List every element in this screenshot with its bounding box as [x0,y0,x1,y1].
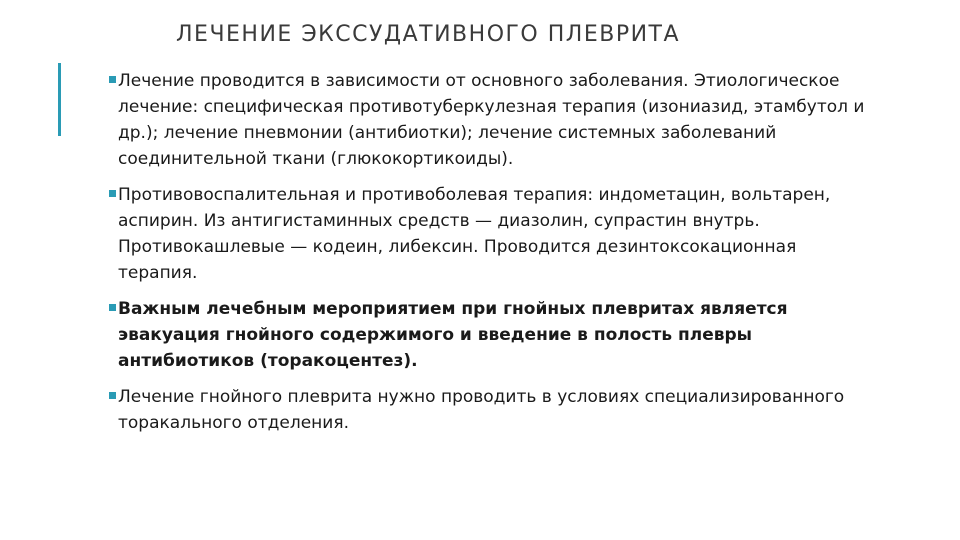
square-bullet-icon [109,190,116,197]
bullet-text: Лечение проводится в зависимости от основного заболевания. Этиологическое лечение: специфическая противотуберкулезная терапия (изониазид, этамбутол и др.); лечение пневмонии (антибиотки); лечение системных заболеваний соединительной ткани (глюкокортикоиды). [118,71,865,169]
bullet-item [106,68,866,172]
bullet-text: Противовоспалительная и противоболевая терапия: индометацин, вольтарен, аспирин. Из антигистаминных средств — диазолин, супрастин внутрь. Противокашлевые — кодеин, либексин. Проводится дезинтоксокационная терапия. [118,185,831,283]
square-bullet-icon [109,304,116,311]
bullet-item-emphasized [106,296,866,374]
bullet-text: Лечение гнойного плеврита нужно проводить в условиях специализированного торакального отделения. [118,387,845,433]
bullet-item [106,182,866,286]
square-bullet-icon [109,76,116,83]
slide-title: ЛЕЧЕНИЕ ЭКССУДАТИВНОГО ПЛЕВРИТА [176,22,681,47]
bullet-item [106,384,866,436]
bullet-text: Важным лечебным мероприятием при гнойных плевритах является эвакуация гнойного содержимого и введение в полость плевры антибиотиков (торакоцентез). [118,299,788,371]
accent-bar [58,63,61,136]
bullet-list [106,68,866,446]
square-bullet-icon [109,392,116,399]
